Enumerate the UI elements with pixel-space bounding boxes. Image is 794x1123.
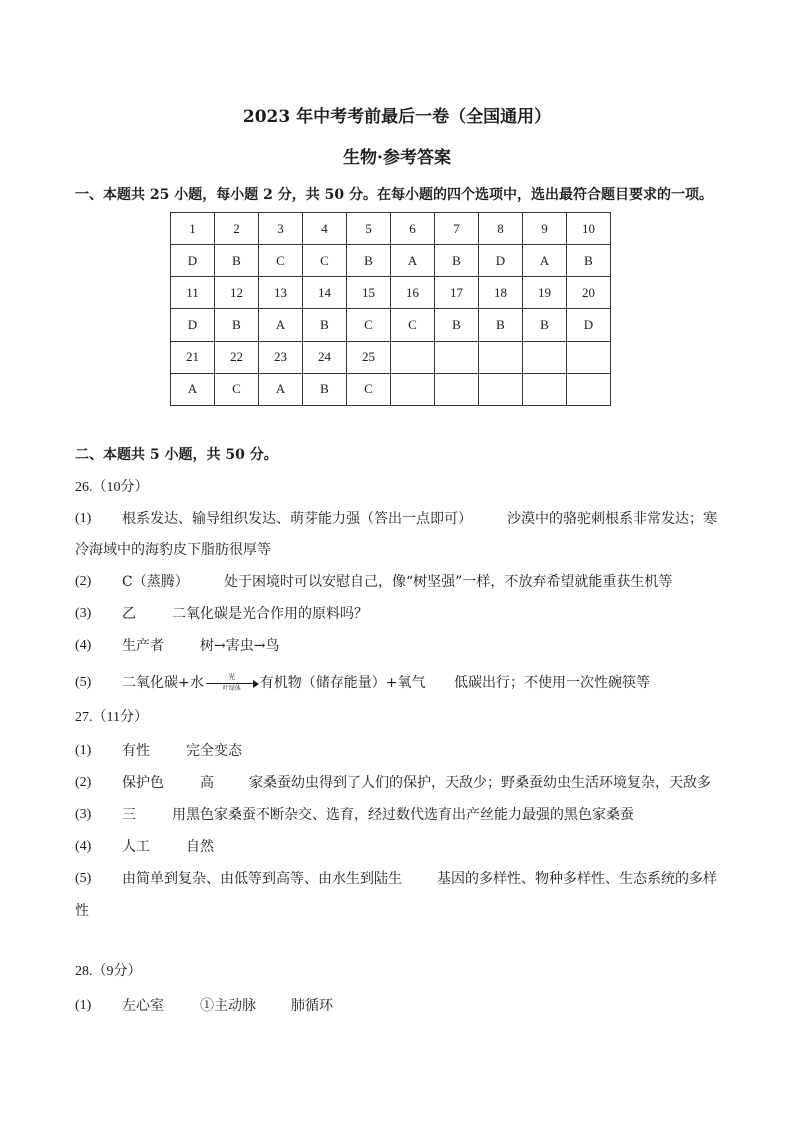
- table-row: [171, 245, 611, 277]
- question-number-cell: 13: [259, 277, 303, 309]
- answer-text: 根系发达、输导组织发达、萌芽能力强（答出一点即可）: [122, 511, 472, 527]
- item-label: (2): [75, 574, 92, 589]
- food-chain-text: 树→害虫→鸟: [200, 638, 280, 654]
- question-number-cell: 4: [303, 213, 347, 245]
- question-number-cell: 14: [303, 277, 347, 309]
- answer-cell: A: [523, 245, 567, 277]
- empty-cell: [523, 373, 567, 405]
- arrow-line-icon: [206, 683, 253, 684]
- empty-cell: [523, 341, 567, 373]
- question-number-cell: 2: [215, 213, 259, 245]
- question-28-heading: 28.（9分）: [75, 964, 142, 979]
- answer-text: 处于困境时可以安慰自己，像“树坚强”一样，不放弃希望就能重获生机等: [224, 574, 673, 590]
- question-number-cell: 12: [215, 277, 259, 309]
- question-number-cell: 23: [259, 341, 303, 373]
- answer-cell: B: [567, 245, 611, 277]
- answer-table: [170, 212, 611, 406]
- question-26-heading: 26.（10分）: [75, 480, 149, 495]
- answer-cell: B: [303, 373, 347, 405]
- answer-text: 三: [122, 807, 136, 823]
- answer-cell: B: [523, 309, 567, 341]
- page-title: 2023 年中考考前最后一卷（全国通用）: [242, 107, 552, 127]
- answer-cell: C: [347, 373, 391, 405]
- answer-text-continued: 性: [75, 903, 89, 919]
- question-number-cell: 19: [523, 277, 567, 309]
- section-2-heading: 二、本题共 5 小题，共 50 分。: [75, 447, 278, 463]
- answer-cell: D: [171, 309, 215, 341]
- question-number-cell: 7: [435, 213, 479, 245]
- answer-cell: B: [435, 309, 479, 341]
- empty-cell: [479, 341, 523, 373]
- answer-text: 自然: [186, 839, 214, 855]
- table-row: [171, 277, 611, 309]
- question-number-cell: 3: [259, 213, 303, 245]
- table-row: [171, 373, 611, 405]
- arrow-condition-top: 光: [228, 673, 236, 681]
- answer-cell: C: [215, 373, 259, 405]
- answer-text: 由简单到复杂、由低等到高等、由水生到陆生: [122, 871, 402, 887]
- empty-cell: [435, 373, 479, 405]
- answer-cell: B: [435, 245, 479, 277]
- item-label: (5): [75, 675, 92, 690]
- question-27-heading: 27.（11分）: [75, 710, 148, 725]
- answer-cell: D: [171, 245, 215, 277]
- answer-cell: B: [215, 245, 259, 277]
- answer-text: 二氧化碳是光合作用的原料吗？: [172, 606, 368, 622]
- empty-cell: [567, 373, 611, 405]
- question-number-cell: 24: [303, 341, 347, 373]
- answer-cell: A: [259, 309, 303, 341]
- question-number-cell: 22: [215, 341, 259, 373]
- question-number-cell: 11: [171, 277, 215, 309]
- answer-text: 基因的多样性、物种多样性、生态系统的多样: [437, 871, 717, 887]
- item-label: (3): [75, 606, 92, 621]
- item-label: (3): [75, 807, 92, 822]
- answer-cell: C: [259, 245, 303, 277]
- question-number-cell: 9: [523, 213, 567, 245]
- answer-text: 低碳出行；不使用一次性碗筷等: [454, 675, 650, 691]
- answer-cell: D: [567, 309, 611, 341]
- arrow-condition-bottom: 叶绿体: [222, 685, 241, 692]
- answer-cell: C: [391, 309, 435, 341]
- answer-text: 保护色: [122, 775, 164, 791]
- answer-text-continued: 冷海域中的海豹皮下脂肪很厚等: [75, 542, 271, 558]
- answer-text: 人工: [122, 839, 150, 855]
- photosynthesis-equation: [122, 672, 425, 694]
- answer-cell: B: [347, 245, 391, 277]
- question-number-cell: 25: [347, 341, 391, 373]
- answer-cell: B: [303, 309, 347, 341]
- section-1-heading: 一、本题共 25 小题，每小题 2 分，共 50 分。在每小题的四个选项中，选出最符合题目要求的一项。: [75, 187, 713, 203]
- table-row: [171, 213, 611, 245]
- answer-cell: D: [479, 245, 523, 277]
- item-label: (4): [75, 638, 92, 653]
- question-number-cell: 10: [567, 213, 611, 245]
- question-number-cell: 18: [479, 277, 523, 309]
- table-row: [171, 341, 611, 373]
- answer-text: 左心室: [122, 998, 164, 1014]
- item-label: (5): [75, 871, 92, 886]
- answer-text: 高: [200, 775, 214, 791]
- table-row: [171, 309, 611, 341]
- answer-cell: B: [215, 309, 259, 341]
- question-number-cell: 21: [171, 341, 215, 373]
- item-label: (4): [75, 839, 92, 854]
- answer-cell: A: [171, 373, 215, 405]
- answer-cell: B: [479, 309, 523, 341]
- item-label: (1): [75, 743, 92, 758]
- answer-cell: C: [303, 245, 347, 277]
- question-number-cell: 5: [347, 213, 391, 245]
- answer-text: C（蒸腾）: [122, 574, 189, 590]
- answer-text: 家桑蚕幼虫得到了人们的保护，天敌少；野桑蚕幼虫生活环境复杂，天敌多: [249, 775, 711, 791]
- question-number-cell: 8: [479, 213, 523, 245]
- empty-cell: [479, 373, 523, 405]
- equation-products: 有机物（储存能量）+氧气: [259, 675, 426, 691]
- empty-cell: [567, 341, 611, 373]
- answer-cell: A: [391, 245, 435, 277]
- answer-text: 完全变态: [186, 743, 242, 759]
- reaction-arrow: [206, 672, 258, 694]
- empty-cell: [391, 341, 435, 373]
- question-number-cell: 17: [435, 277, 479, 309]
- answer-text: 用黑色家桑蚕不断杂交、选育，经过数代选育出产丝能力最强的黑色家桑蚕: [172, 807, 634, 823]
- question-number-cell: 20: [567, 277, 611, 309]
- page-subtitle: 生物·参考答案: [343, 148, 451, 168]
- question-number-cell: 15: [347, 277, 391, 309]
- item-label: (1): [75, 998, 92, 1013]
- answer-cell: C: [347, 309, 391, 341]
- item-label: (1): [75, 511, 92, 526]
- item-label: (2): [75, 775, 92, 790]
- answer-text: 有性: [122, 743, 150, 759]
- equation-reactants: 二氧化碳+水: [122, 675, 204, 691]
- question-number-cell: 6: [391, 213, 435, 245]
- question-number-cell: 16: [391, 277, 435, 309]
- answer-text: 乙: [122, 606, 136, 622]
- empty-cell: [391, 373, 435, 405]
- question-number-cell: 1: [171, 213, 215, 245]
- empty-cell: [435, 341, 479, 373]
- answer-text: 生产者: [122, 638, 164, 654]
- answer-cell: A: [259, 373, 303, 405]
- answer-text: 沙漠中的骆驼刺根系非常发达；寒: [507, 511, 717, 527]
- answer-text: ①主动脉: [200, 998, 256, 1014]
- answer-text: 肺循环: [291, 998, 333, 1014]
